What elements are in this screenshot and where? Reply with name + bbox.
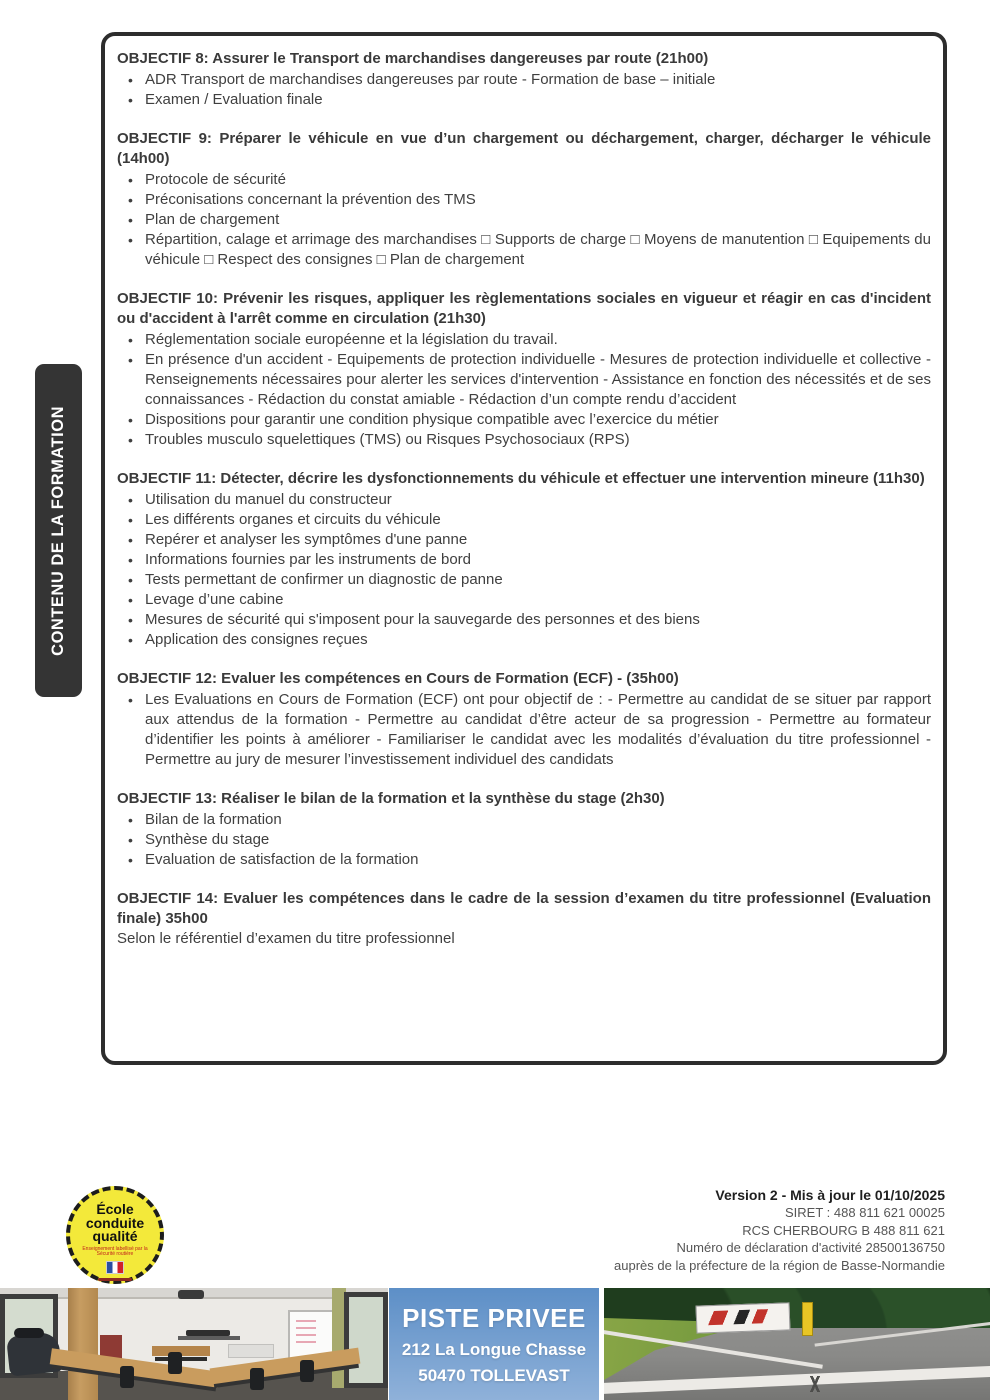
billboard xyxy=(696,1302,791,1333)
bullet-item: • Préconisations concernant la prévention des TMS xyxy=(139,190,931,210)
objective-note: Selon le référentiel d’examen du titre professionnel xyxy=(117,930,455,947)
whiteboard-scribbles xyxy=(296,1320,316,1346)
objective-section xyxy=(117,289,931,450)
glass-door xyxy=(344,1292,388,1388)
badge-url-bar xyxy=(98,1278,132,1281)
objective-title: OBJECTIF 11: Détecter, décrire les dysfonctionnements du véhicule et effectuer une intervention mineure (11h30) xyxy=(117,470,925,487)
quality-badge xyxy=(66,1186,164,1284)
bullet-item: • Les Evaluations en Cours de Formation (ECF) ont pour objectif de : - Permettre au candidat de se situer par rapport aux attendus de la formation - Permettre au candidat d’être acteur de sa progression - Permettre au formateur d’identifier les points à améliorer - Familiariser le candidat avec les modalités d’évaluation du titre professionnel - Permettre au jury de mesurer l’investissement individuel des candidats xyxy=(139,690,931,770)
objective-section xyxy=(117,889,931,949)
bullet-item: • Informations fournies par les instruments de bord xyxy=(139,550,931,570)
scooter-seat xyxy=(14,1328,44,1338)
address-city: 50470 TOLLEVAST xyxy=(418,1365,570,1385)
badge-line-1: École xyxy=(96,1201,134,1217)
bullet-list xyxy=(117,330,931,450)
bullet-item: • Repérer et analyser les symptômes d'une panne xyxy=(139,530,931,550)
yellow-sign xyxy=(802,1302,813,1336)
objective-section xyxy=(117,469,931,650)
bullet-item: • Plan de chargement xyxy=(139,210,931,230)
version-block xyxy=(614,1186,945,1274)
sidebar-tab-contenu-formation xyxy=(35,364,82,697)
address-title: PISTE PRIVEE xyxy=(402,1302,586,1333)
badge-title xyxy=(70,1203,160,1244)
wall-shelf xyxy=(178,1336,240,1340)
road-marking-band xyxy=(604,1365,990,1394)
bullet-item: • Examen / Evaluation finale xyxy=(139,90,931,110)
legal-line-siret: SIRET : 488 811 621 00025 xyxy=(785,1205,945,1220)
bullet-item: • Troubles musculo squelettiques (TMS) ou Risques Psychosociaux (RPS) xyxy=(139,430,931,450)
projector xyxy=(178,1290,204,1299)
version-line: Version 2 - Mis à jour le 01/10/2025 xyxy=(715,1187,945,1203)
bullet-item: • Levage d’une cabine xyxy=(139,590,931,610)
bullet-item: • Réglementation sociale européenne et la législation du travail. xyxy=(139,330,931,350)
badge-subtext: Enseignement labellisé par la Sécurité routière xyxy=(82,1245,148,1257)
bullet-item: • Dispositions pour garantir une condition physique compatible avec l’exercice du métier xyxy=(139,410,931,430)
legal-line-rcs: RCS CHERBOURG B 488 811 621 xyxy=(742,1222,945,1238)
address-panel xyxy=(389,1288,599,1400)
objective-title: OBJECTIF 13: Réaliser le bilan de la formation et la synthèse du stage (2h30) xyxy=(117,790,665,807)
bullet-item: • Tests permettant de confirmer un diagnostic de panne xyxy=(139,570,931,590)
bullet-list xyxy=(117,690,931,770)
objective-title: OBJECTIF 8: Assurer le Transport de marchandises dangereuses par route (21h00) xyxy=(117,50,709,67)
chair xyxy=(120,1366,134,1388)
footer-photo-strip xyxy=(0,1288,990,1400)
badge-line-3: qualité xyxy=(92,1228,138,1244)
legal-line-declaration: Numéro de déclaration d'activité 28500136750 xyxy=(676,1240,945,1255)
billboard-graphics xyxy=(703,1309,776,1326)
objective-section xyxy=(117,789,931,870)
objective-title: OBJECTIF 12: Evaluer les compétences en Cours de Formation (ECF) - (35h00) xyxy=(117,670,679,687)
road-photo xyxy=(604,1288,990,1400)
objective-title: OBJECTIF 10: Prévenir les risques, appliquer les règlementations sociales en vigueur et réagir en cas d'incident ou d'accident à l'arrêt comme en circulation (21h30) xyxy=(117,290,931,327)
bullet-item: • ADR Transport de marchandises dangereuses par route - Formation de base – initiale xyxy=(139,70,931,90)
road-marking-chevron xyxy=(800,1376,830,1392)
bullet-item: • En présence d'un accident - Equipements de protection individuelle - Mesures de protection individuelle et collective - Renseignements nécessaires pour alerter les services d'intervention - Assistance en fonction des nécessités et de ses connaissances - Rédaction du constat amiable - Rédaction d’un compte rendu d’accident xyxy=(139,350,931,410)
chair xyxy=(250,1368,264,1390)
chair xyxy=(300,1360,314,1382)
content-box xyxy=(101,32,947,1065)
bullet-list xyxy=(117,490,931,650)
bullet-list xyxy=(117,170,931,270)
bullet-list xyxy=(117,70,931,110)
bullet-item: • Les différents organes et circuits du véhicule xyxy=(139,510,931,530)
bullet-item: • Répartition, calage et arrimage des marchandises □ Supports de charge □ Moyens de manutention □ Equipements du véhicule □ Respect des consignes □ Plan de chargement xyxy=(139,230,931,270)
objective-section xyxy=(117,49,931,110)
legal-line-prefecture: auprès de la préfecture de la région de Basse-Normandie xyxy=(614,1257,945,1273)
badge-line-2: conduite xyxy=(85,1214,145,1231)
bullet-item: • Utilisation du manuel du constructeur xyxy=(139,490,931,510)
bullet-item: • Bilan de la formation xyxy=(139,810,931,830)
shelf-items xyxy=(186,1330,230,1336)
bullet-item: • Application des consignes reçues xyxy=(139,630,931,650)
wooden-post xyxy=(68,1288,98,1400)
objective-section xyxy=(117,669,931,770)
bullet-item: • Mesures de sécurité qui s'imposent pour la sauvegarde des personnes et des biens xyxy=(139,610,931,630)
chair xyxy=(168,1352,182,1374)
objective-section xyxy=(117,129,931,270)
sidebar-tab-label: CONTENU DE LA FORMATION xyxy=(49,405,67,656)
radiator xyxy=(228,1344,274,1358)
bullet-list xyxy=(117,810,931,870)
objectives-container xyxy=(117,49,931,949)
objective-title: OBJECTIF 14: Evaluer les compétences dans le cadre de la session d’examen du titre professionnel (Evaluation finale) 35h00 xyxy=(117,890,931,927)
address-street: 212 La Longue Chasse xyxy=(401,1339,587,1359)
bullet-item: • Evaluation de satisfaction de la formation xyxy=(139,850,931,870)
bullet-item: • Protocole de sécurité xyxy=(139,170,931,190)
classroom-photo xyxy=(0,1288,388,1400)
french-flag-icon xyxy=(106,1261,124,1274)
objective-title: OBJECTIF 9: Préparer le véhicule en vue d’un chargement ou déchargement, charger, décharger le véhicule (14h00) xyxy=(117,130,931,167)
bullet-item: • Synthèse du stage xyxy=(139,830,931,850)
